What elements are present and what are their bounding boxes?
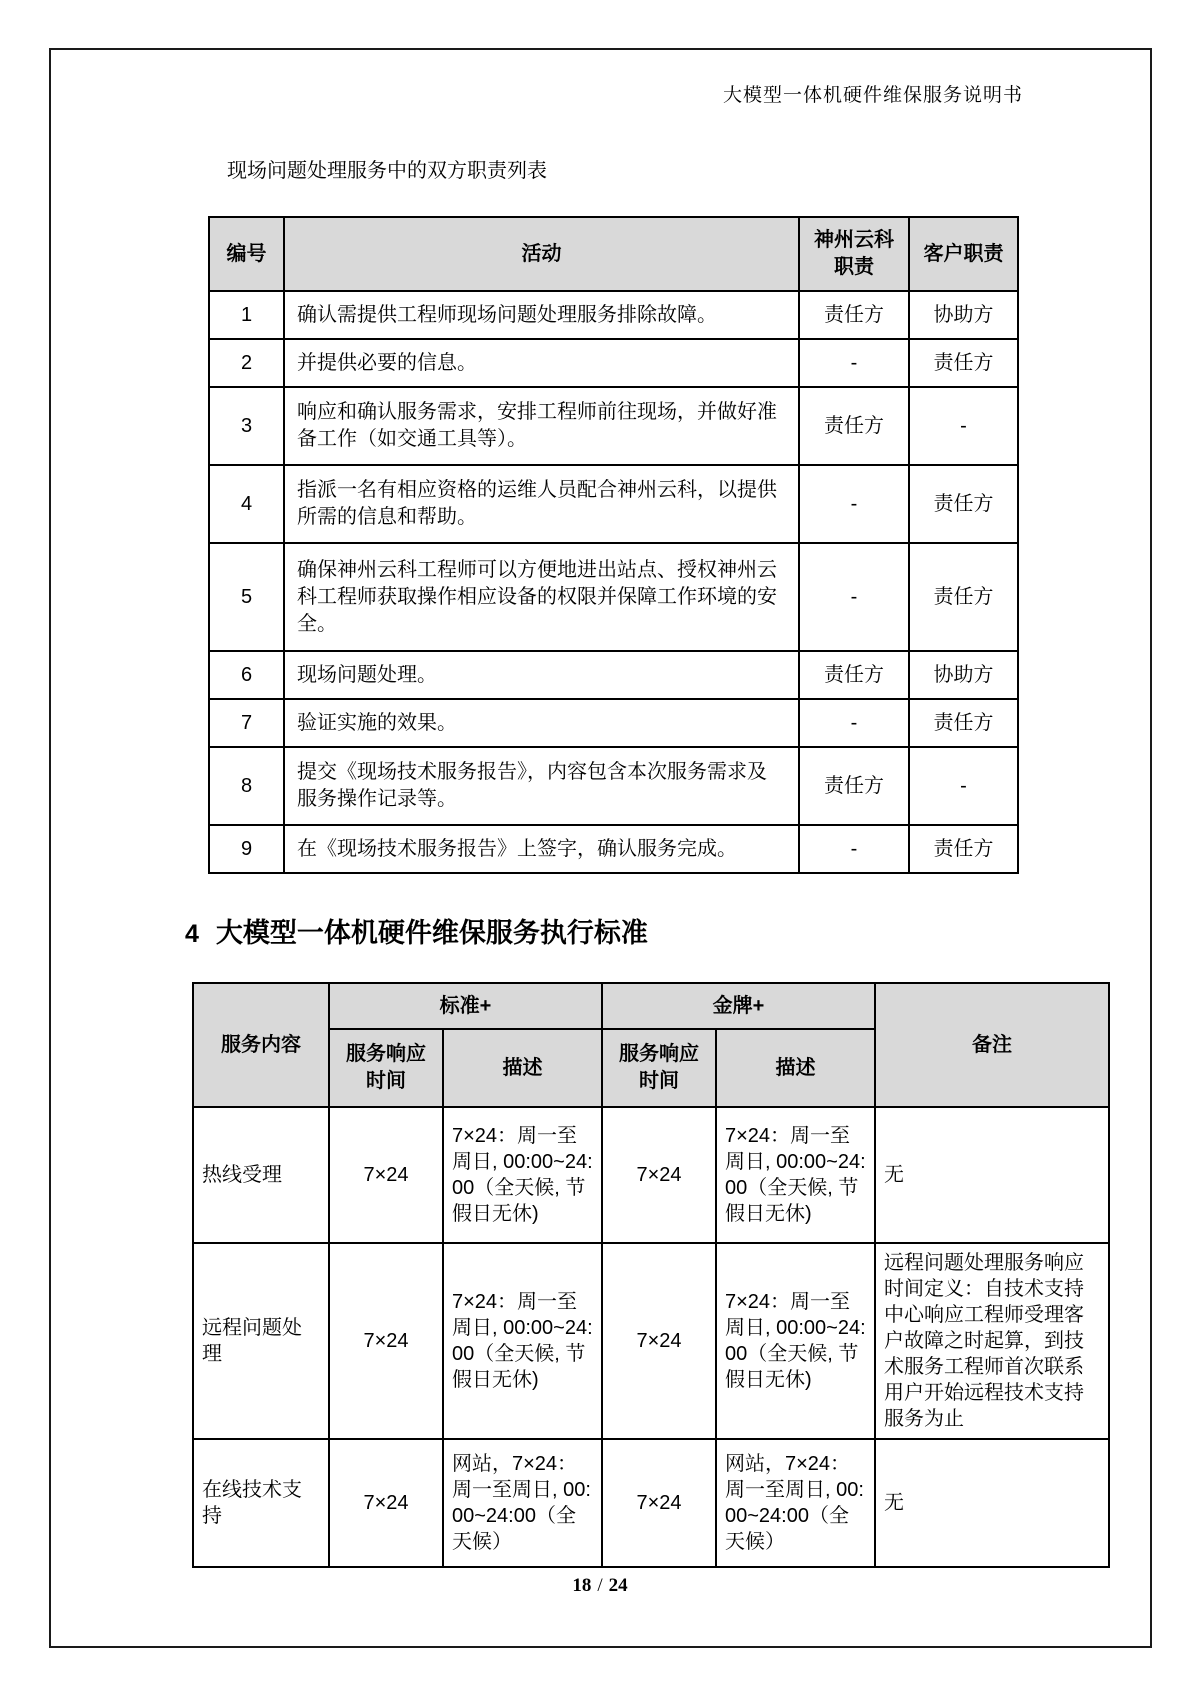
- cell-activity: 现场问题处理。: [284, 651, 799, 699]
- table-row: [193, 1439, 1109, 1567]
- cell-no: 3: [209, 387, 284, 465]
- cell-no: 6: [209, 651, 284, 699]
- cell-no: 9: [209, 825, 284, 873]
- cell-no: 2: [209, 339, 284, 387]
- cell-service-name: 热线受理: [193, 1107, 329, 1243]
- col-header-gold-response-time: 服务响应时间: [602, 1029, 716, 1107]
- table-row: [193, 1107, 1109, 1243]
- cell-std-response-time: 7×24: [329, 1107, 443, 1243]
- cell-yunke-role: 责任方: [799, 747, 909, 825]
- page-number: 18: [572, 1575, 592, 1596]
- section-number: 4: [185, 920, 199, 948]
- cell-customer-role: 责任方: [909, 339, 1018, 387]
- cell-customer-role: 责任方: [909, 543, 1018, 651]
- cell-no: 4: [209, 465, 284, 543]
- table-header-row: [209, 217, 1018, 291]
- cell-yunke-role: -: [799, 465, 909, 543]
- cell-yunke-role: -: [799, 699, 909, 747]
- cell-remark: 无: [875, 1107, 1109, 1243]
- cell-std-desc: 网站，7×24：周一至周日, 00:00~24:00（全天候）: [443, 1439, 602, 1567]
- cell-no: 7: [209, 699, 284, 747]
- col-header-service: 服务内容: [193, 983, 329, 1107]
- table-row: [209, 825, 1018, 873]
- col-header-standard-plus: 标准+: [329, 983, 602, 1029]
- table-row: [193, 1243, 1109, 1439]
- cell-customer-role: 责任方: [909, 465, 1018, 543]
- doc-header-title: 大模型一体机硬件维保服务说明书: [722, 85, 1023, 106]
- standards-table: [192, 982, 1110, 1568]
- cell-customer-role: -: [909, 387, 1018, 465]
- cell-activity: 响应和确认服务需求，安排工程师前往现场，并做好准备工作（如交通工具等）。: [284, 387, 799, 465]
- cell-std-desc: 7×24：周一至周日, 00:00~24:00（全天候, 节假日无休): [443, 1107, 602, 1243]
- cell-std-response-time: 7×24: [329, 1439, 443, 1567]
- table-row: [209, 747, 1018, 825]
- col-header-no: 编号: [209, 217, 284, 291]
- page-separator: /: [597, 1575, 603, 1596]
- cell-remark: 无: [875, 1439, 1109, 1567]
- cell-remark: 远程问题处理服务响应时间定义：自技术支持中心响应工程师受理客户故障之时起算，到技术服务工程师首次联系用户开始远程技术支持服务为止: [875, 1243, 1109, 1439]
- cell-activity: 在《现场技术服务报告》上签字，确认服务完成。: [284, 825, 799, 873]
- cell-no: 8: [209, 747, 284, 825]
- cell-yunke-role: 责任方: [799, 291, 909, 339]
- col-header-gold-plus: 金牌+: [602, 983, 875, 1029]
- cell-service-name: 在线技术支持: [193, 1439, 329, 1567]
- intro-text: 现场问题处理服务中的双方职责列表: [227, 160, 547, 182]
- cell-yunke-role: 责任方: [799, 651, 909, 699]
- col-header-yunke: 神州云科职责: [799, 217, 909, 291]
- col-header-customer: 客户职责: [909, 217, 1018, 291]
- page-footer: [0, 1574, 1200, 1598]
- cell-no: 5: [209, 543, 284, 651]
- cell-customer-role: 责任方: [909, 825, 1018, 873]
- cell-activity: 确认需提供工程师现场问题处理服务排除故障。: [284, 291, 799, 339]
- col-header-gold-desc: 描述: [716, 1029, 875, 1107]
- cell-customer-role: 协助方: [909, 651, 1018, 699]
- section-heading: [185, 916, 648, 951]
- section-title: 大模型一体机硬件维保服务执行标准: [215, 918, 648, 948]
- col-header-remark: 备注: [875, 983, 1109, 1107]
- total-pages: 24: [608, 1575, 628, 1596]
- cell-gold-desc: 网站，7×24：周一至周日, 00:00~24:00（全天候）: [716, 1439, 875, 1567]
- responsibilities-table: [208, 216, 1019, 874]
- cell-activity: 指派一名有相应资格的运维人员配合神州云科，以提供所需的信息和帮助。: [284, 465, 799, 543]
- cell-service-name: 远程问题处理: [193, 1243, 329, 1439]
- cell-gold-response-time: 7×24: [602, 1439, 716, 1567]
- cell-no: 1: [209, 291, 284, 339]
- cell-gold-desc: 7×24：周一至周日, 00:00~24:00（全天候, 节假日无休): [716, 1107, 875, 1243]
- col-header-std-desc: 描述: [443, 1029, 602, 1107]
- cell-yunke-role: -: [799, 825, 909, 873]
- table-row: [209, 699, 1018, 747]
- cell-activity: 验证实施的效果。: [284, 699, 799, 747]
- cell-std-desc: 7×24：周一至周日, 00:00~24:00（全天候, 节假日无休): [443, 1243, 602, 1439]
- table-row: [209, 651, 1018, 699]
- cell-activity: 并提供必要的信息。: [284, 339, 799, 387]
- cell-gold-desc: 7×24：周一至周日, 00:00~24:00（全天候, 节假日无休): [716, 1243, 875, 1439]
- cell-customer-role: 协助方: [909, 291, 1018, 339]
- col-header-activity: 活动: [284, 217, 799, 291]
- cell-gold-response-time: 7×24: [602, 1107, 716, 1243]
- table-row: [209, 543, 1018, 651]
- cell-activity: 提交《现场技术服务报告》，内容包含本次服务需求及服务操作记录等。: [284, 747, 799, 825]
- table-row: [209, 291, 1018, 339]
- cell-std-response-time: 7×24: [329, 1243, 443, 1439]
- cell-customer-role: 责任方: [909, 699, 1018, 747]
- table-row: [209, 387, 1018, 465]
- cell-yunke-role: -: [799, 339, 909, 387]
- table-row: [209, 465, 1018, 543]
- cell-customer-role: -: [909, 747, 1018, 825]
- col-header-std-response-time: 服务响应时间: [329, 1029, 443, 1107]
- cell-gold-response-time: 7×24: [602, 1243, 716, 1439]
- cell-activity: 确保神州云科工程师可以方便地进出站点、授权神州云科工程师获取操作相应设备的权限并保障工作环境的安全。: [284, 543, 799, 651]
- table-header-row-tiers: [193, 983, 1109, 1029]
- table-row: [209, 339, 1018, 387]
- cell-yunke-role: -: [799, 543, 909, 651]
- cell-yunke-role: 责任方: [799, 387, 909, 465]
